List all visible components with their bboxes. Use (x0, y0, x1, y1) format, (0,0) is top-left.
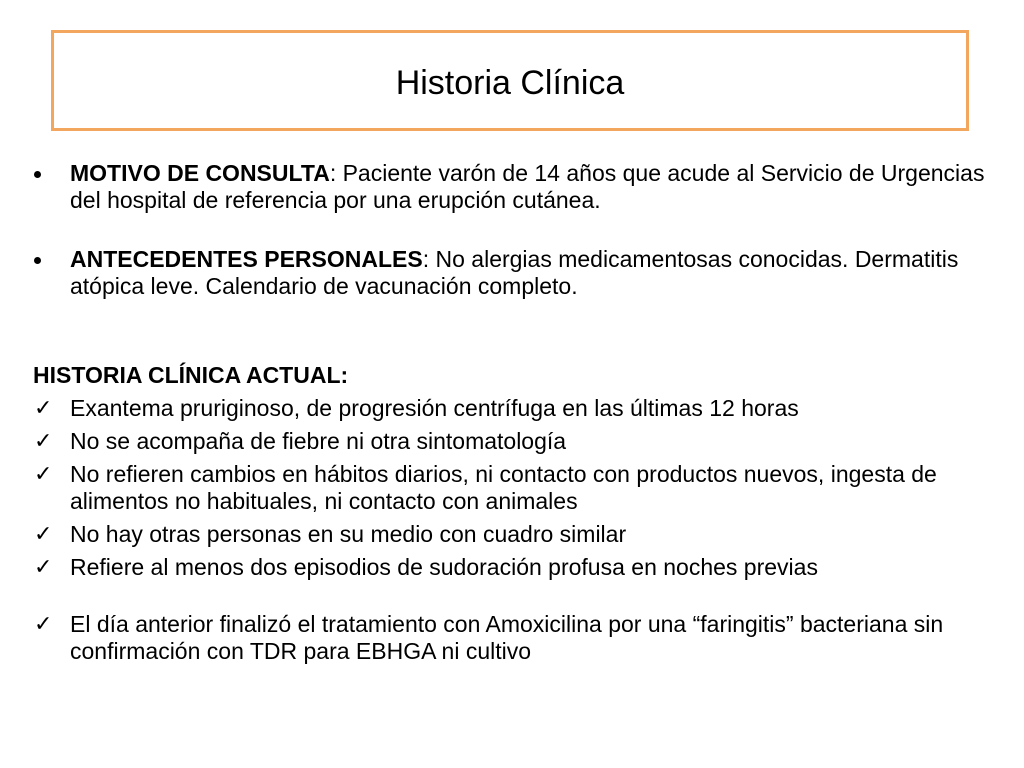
check-item (33, 428, 993, 455)
bullet-text: : No alergias medicamentosas conocidas. Dermatitis atópica leve. Calendario de vacunación completo. (70, 246, 959, 299)
bullet-text: : Paciente varón de 14 años que acude al Servicio de Urgencias del hospital de referencia por una erupción cutánea. (70, 160, 985, 213)
check-item-text: El día anterior finalizó el tratamiento con Amoxicilina por una “faringitis” bacteriana sin confirmación con TDR para EBHGA ni cultivo (70, 611, 944, 664)
check-item-text: No hay otras personas en su medio con cuadro similar (70, 521, 627, 547)
check-item-text: No refieren cambios en hábitos diarios, ni contacto con productos nuevos, ingesta de alimentos no habituales, ni contacto con animales (70, 461, 937, 514)
bullet-motivo-consulta (33, 160, 993, 214)
checkmark-icon: ✓ (34, 555, 53, 580)
check-item (33, 611, 993, 665)
check-item (33, 395, 993, 422)
checkmark-icon: ✓ (34, 612, 53, 637)
checkmark-icon: ✓ (34, 396, 53, 421)
check-item-text: No se acompaña de fiebre ni otra sintomatología (70, 428, 567, 454)
check-list (33, 395, 993, 665)
bullet-label: MOTIVO DE CONSULTA (70, 160, 330, 186)
check-item (33, 554, 993, 581)
check-item (33, 461, 993, 515)
title-box (51, 30, 969, 131)
checkmark-icon: ✓ (34, 462, 53, 487)
checkmark-icon: ✓ (34, 429, 53, 454)
slide-title: Historia Clínica (395, 64, 625, 102)
check-item (33, 521, 993, 548)
bullet-label: ANTECEDENTES PERSONALES (70, 246, 423, 272)
bullet-antecedentes-personales (33, 246, 993, 300)
check-item-text: Refiere al menos dos episodios de sudoración profusa en noches previas (70, 554, 818, 580)
slide-content (33, 160, 993, 665)
section-heading: HISTORIA CLÍNICA ACTUAL: (33, 362, 349, 388)
check-item-text: Exantema pruriginoso, de progresión centrífuga en las últimas 12 horas (70, 395, 799, 421)
checkmark-icon: ✓ (34, 522, 53, 547)
